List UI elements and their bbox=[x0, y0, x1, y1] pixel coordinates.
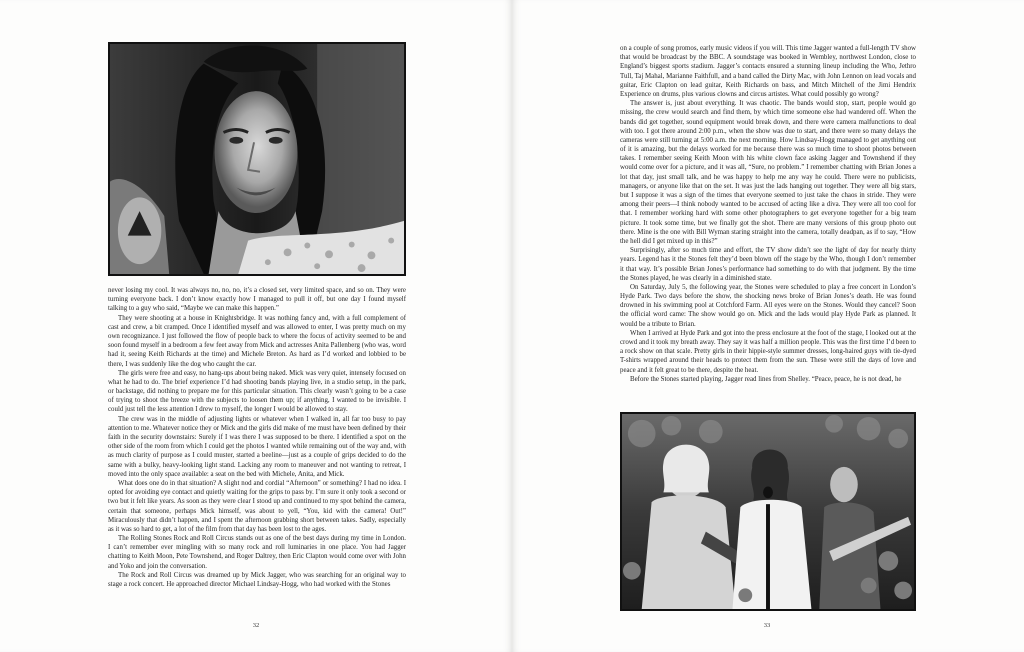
concert-photo-graphic bbox=[622, 414, 914, 609]
left-page-number: 32 bbox=[252, 622, 260, 629]
right-page-number: 33 bbox=[763, 622, 771, 629]
right-paragraph-1: on a couple of song promos, early music videos if you will. This time Jagger wanted a full-length TV show that would be broadcast by the BBC. A soundstage was booked in Wembley, northwest London, close to England’s biggest sports stadium. Jagger’s contacts ensured a stunning lineup including the Who, Jethro Tull, Taj Mahal, Marianne Faithfull, and a band called the Dirty Mac, with John Lennon on lead vocals and guitar, Eric Clapton on lead guitar, Keith Richards on bass, and Mitch Mitchell of the Jimi Hendrix Experience on drums, plus various clowns and circus artistes. What could possibly go wrong? bbox=[620, 45, 916, 98]
left-paragraph-4: The crew was in the middle of adjusting lights or whatever when I walked in, all far too busy to pay attention to me. Whatever notice they or Mick and the girls did make of me must have been defined by their faith in the security downstairs: Surely if I was there I was supposed to be there. I identified a spot on the other side of the room from which I could get the photos I wanted while remaining out of the way and, with as much clarity of purpose as I could muster, started a beeline—just as a couple of grips decided to do the same with a bulky, heavy-looking light stand. Lacking any room to maneuver and not wanting to retreat, I moved into the only space available: a seat on the bed with Michele, Anita, and Mick. bbox=[108, 415, 406, 478]
left-paragraph-3: The girls were free and easy, no hang-ups about being naked. Mick was very quiet, intensely focused on what he had to do. The brief experience I’d had shooting bands playing live, in a studio setup, in the park, or backstage, did nothing to prepare me for this particular situation. This clearly wasn’t going to be a case of trying to shoot the breeze with the subjects to loosen them up; if anything, I wanted to be invisible. I could just tell the less attention I drew to myself, the longer I would be allowed to stay. bbox=[108, 369, 406, 414]
left-paragraph-2: They were shooting at a house in Knightsbridge. It was nothing fancy and, with a full complement of cast and crew, a bit cramped. Once I identified myself and was allowed to enter, I was pretty much on my own recognizance. I just followed the flow of people back to where the focus of activity seemed to be and soon found myself in a bedroom a few feet away from Mick and actresses Anita Pallenberg (who was, word had it, seeing Keith Richards at the time) and Michele Breton. As hard as I’d worked and lobbied to be there, I was suddenly like the dog who caught the car. bbox=[108, 314, 406, 368]
mick-jagger-portrait-photo bbox=[108, 42, 406, 276]
left-page-text-column bbox=[108, 286, 406, 612]
right-paragraph-5: When I arrived at Hyde Park and got into the press enclosure at the foot of the stage, I looked out at the crowd and it took my breath away. They say it was half a million people. This was the first time I’d been to a rock show on that scale. Pretty girls in their hippie-style summer dresses, long-haired guys with tie-dyed T-shirts wrapped around their heads to protect them from the sun. These were still the days of love and peace and it felt great to be there, despite the heat. bbox=[620, 329, 916, 374]
right-paragraph-4: On Saturday, July 5, the following year, the Stones were scheduled to play a free concert in London’s Hyde Park. Two days before the show, the shocking news broke of Brian Jones’s death. He was found drowned in his swimming pool at Cotchford Farm. All eyes were on the Stones. Would they cancel? Soon the official word came: The show would go on. Mick and the lads would play Hyde Park as planned. It would be a tribute to Brian. bbox=[620, 283, 916, 328]
right-paragraph-6: Before the Stones started playing, Jagger read lines from Shelley. “Peace, peace, he is not dead, he bbox=[630, 375, 902, 383]
portrait-photo-graphic bbox=[110, 44, 404, 274]
left-paragraph-6: The Rolling Stones Rock and Roll Circus stands out as one of the best days during my time in London. I can’t remember ever mingling with so many rock and roll luminaries in one place. You had Jagger chatting to Keith Moon, Pete Townshend, and Roger Daltrey, then Eric Clapton would come over with John and Yoko and join the conversation. bbox=[108, 535, 406, 570]
right-page-text-column bbox=[620, 44, 916, 404]
right-paragraph-2: The answer is, just about everything. It was chaotic. The bands would stop, start, people would go missing, the crew would search and find them, by which time someone else had wandered off. When the bands did get together, sound equipment would break down, and there were camera malfunctions to deal with too. I got there around 2:00 p.m., when the show was due to start, and there were so many delays the cameras were still turning at 5:00 a.m. the next morning. How Lindsay-Hogg managed to get anything out of it is amazing, but the delays worked for me because there was so much time to shoot photos between takes. I remember seeing Keith Moon with his white clown face asking Jagger and Townshend if they would come over for a picture, and it was all, “Sure, no problem.” I remember chatting with Brian Jones a lot that day, just small talk, and he was happy to help me any way he could. There were no publicists, managers, or anyone like that on the set. It was just the lads hanging out together. They were all big stars, but I suppose it was a sign of the times that everyone seemed to just take the chaos in stride. They were among their peers—I think nobody wanted to be accused of acting like a diva. They were all too cool for that. I remember working hard with some other photographers to get everyone together for a big team picture. It took some time, but we finally got the shot. There are many versions of this group photo out there. Mine is the one with Bill Wyman staring straight into the camera, totally deadpan, as if to say, “How the hell did I get mixed up in this?” bbox=[620, 100, 916, 245]
left-paragraph-1: never losing my cool. It was always no, no, no, it’s a closed set, very limited space, and so on. They were turning everyone back. I don’t know exactly how I managed to pull it off, but one day I found myself talking to a guy who said, “Maybe we can make this happen.” bbox=[108, 287, 406, 313]
left-paragraph-7: The Rock and Roll Circus was dreamed up by Mick Jagger, who was searching for an original way to stage a rock concert. He approached director Michael Lindsay-Hogg, who had worked with the Stones bbox=[108, 571, 406, 588]
right-paragraph-3: Surprisingly, after so much time and effort, the TV show didn’t see the light of day for nearly thirty years. Legend has it the Stones felt they’d been blown off the stage by the Who, though I don’t remember it that way. It’s possible Brian Jones’s performance had something to do with that judgment. By the time the Stones played, he was clearly in a diminished state. bbox=[620, 247, 916, 282]
left-paragraph-5: What does one do in that situation? A slight nod and cordial “Afternoon” or something? I had no idea. I opted for avoiding eye contact and quietly waiting for the grips to pass by. I’m sure it only took a second or two but it felt like years. As soon as they were clear I stood up and continued to my spot behind the camera, certain that someone, perhaps Mick himself, was about to yell, “You, kid with the camera! Out!” Miraculously that didn’t happen, and I spent the afternoon grabbing short between takes. Sadly, especially as it was so hard to get, a lot of the film from that day has been lost to the ages. bbox=[108, 479, 406, 533]
hyde-park-concert-photo bbox=[620, 412, 916, 611]
